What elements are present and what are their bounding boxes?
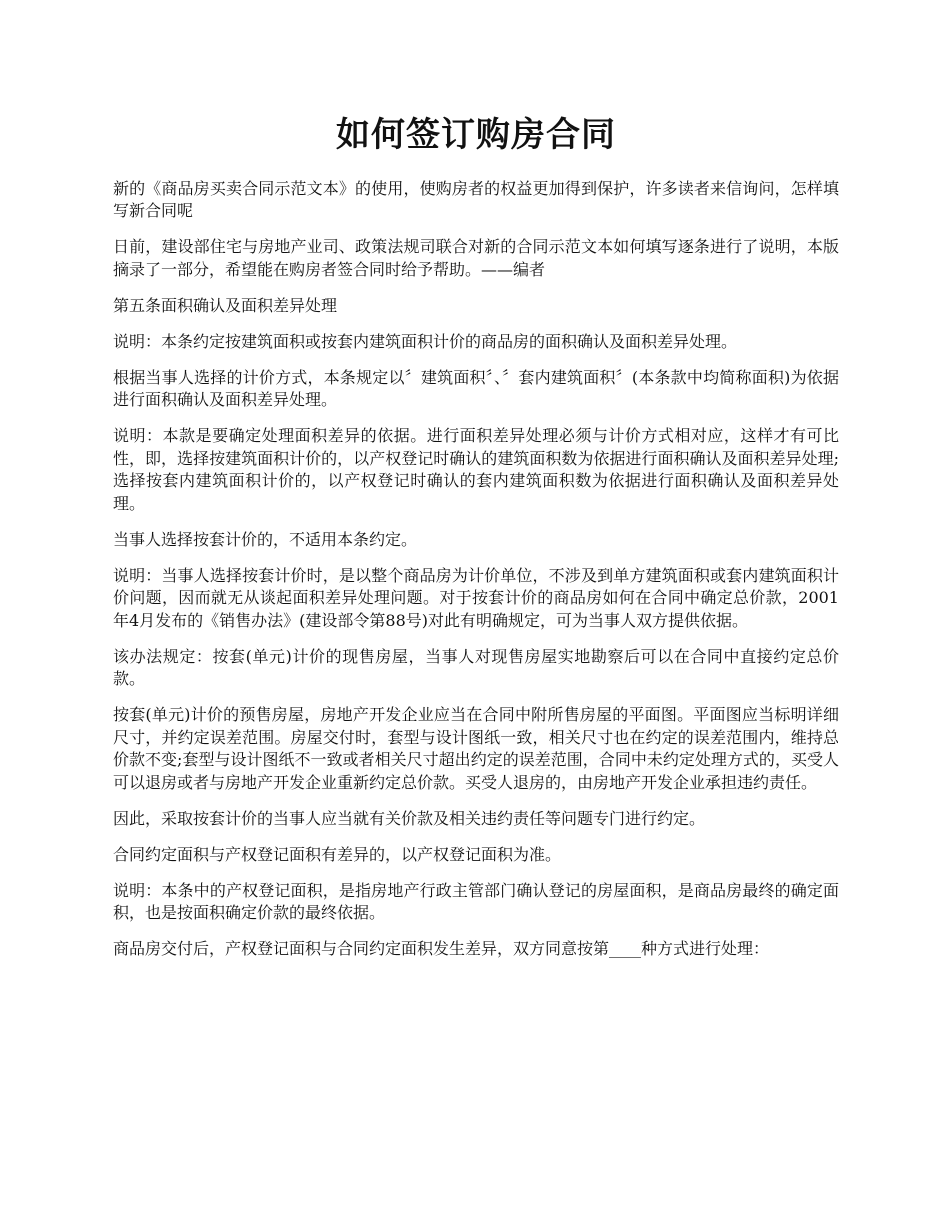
paragraph: 日前，建设部住宅与房地产业司、政策法规司联合对新的合同示范文本如何填写逐条进行了说明，本版摘录了一部分，希望能在购房者签合同时给予帮助。——编者 <box>113 237 839 279</box>
paragraph: 说明：本条约定按建筑面积或按套内建筑面积计价的商品房的面积确认及面积差异处理。 <box>113 331 738 351</box>
section-heading: 第五条面积确认及面积差异处理 <box>113 295 338 315</box>
paragraph: 按套(单元)计价的预售房屋，房地产开发企业应当在合同中附所售房屋的平面图。平面图应当标明详细尺寸，并约定误差范围。房屋交付时，套型与设计图纸一致，相关尺寸也在约定的误差范围内，维持总价款不变;套型与设计图纸不一致或者相关尺寸超出约定的误差范围，合同中未约定处理方式的，买受人可以退房或者与房地产开发企业重新约定总价款。买受人退房的，由房地产开发企业承担违约责任。 <box>113 705 839 792</box>
paragraph: 根据当事人选择的计价方式，本条规定以〞建筑面积〞、〞套内建筑面积〞(本条款中均简称面积)为依据进行面积确认及面积差异处理。 <box>113 367 839 410</box>
paragraph: 当事人选择按套计价的，不适用本条约定。 <box>113 529 418 549</box>
paragraph: 说明：本条中的产权登记面积，是指房地产行政主管部门确认登记的房屋面积，是商品房最终的确定面积，也是按面积确定价款的最终依据。 <box>113 880 839 923</box>
paragraph: 商品房交付后，产权登记面积与合同约定面积发生差异，双方同意按第____种方式进行处理： <box>113 939 770 959</box>
paragraph: 新的《商品房买卖合同示范文本》的使用，使购房者的权益更加得到保护，许多读者来信询问，怎样填写新合同呢 <box>113 178 839 221</box>
document-title: 如何签订购房合同 <box>336 115 616 155</box>
paragraph: 合同约定面积与产权登记面积有差异的，以产权登记面积为准。 <box>113 844 562 864</box>
paragraph: 该办法规定：按套(单元)计价的现售房屋，当事人对现售房屋实地勘察后可以在合同中直接约定总价款。 <box>113 646 839 689</box>
document-page <box>113 105 839 974</box>
paragraph: 说明：本款是要确定处理面积差异的依据。进行面积差异处理必须与计价方式相对应，这样才有可比性，即，选择按建筑面积计价的，以产权登记时确认的建筑面积数为依据进行面积确认及面积差异处理;选择按套内建筑面积计价的，以产权登记时确认的套内建筑面积数为依据进行面积确认及面积差异处理。 <box>113 426 839 513</box>
paragraph: 说明：当事人选择按套计价时，是以整个商品房为计价单位，不涉及到单方建筑面积或套内建筑面积计价问题，因而就无从谈起面积差异处理问题。对于按套计价的商品房如何在合同中确定总价款，2001年4月发布的《销售办法》(建设部令第88号)对此有明确规定，可为当事人双方提供依据。 <box>113 565 839 630</box>
paragraph: 因此，采取按套计价的当事人应当就有关价款及相关违约责任等问题专门进行约定。 <box>113 808 706 828</box>
